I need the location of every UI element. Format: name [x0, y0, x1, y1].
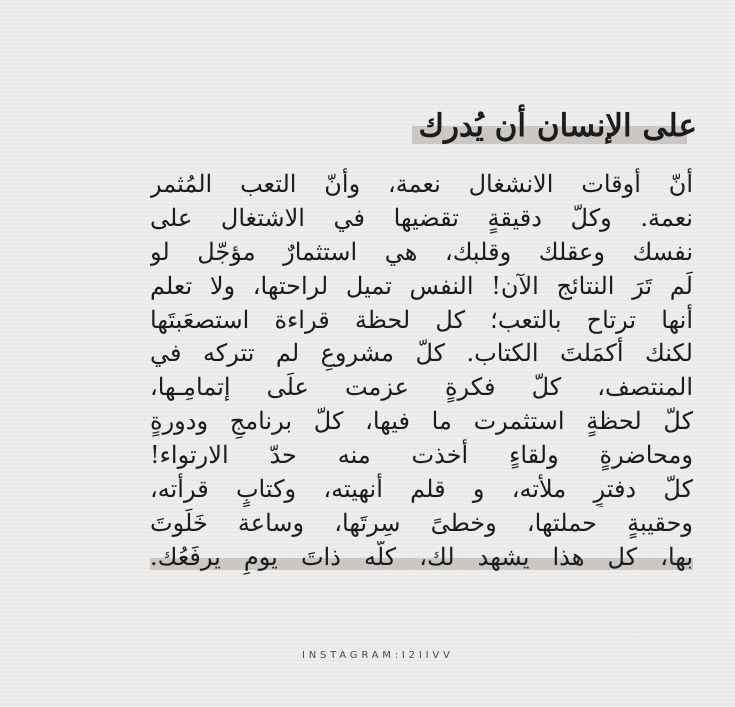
body-line: كلّ دفترٍ ملأته، و قلم أنهيته، وكتابٍ قرأته، — [150, 475, 693, 504]
instagram-credit: INSTAGRAM:I2IIVV — [302, 650, 454, 661]
body-line-highlighted — [150, 541, 693, 575]
body-line: أنّ أوقات الانشغال نعمة، وأنّ التعب المُثمر — [150, 170, 693, 198]
title-block — [418, 102, 697, 150]
body-line: لَم تَرَ النتائج الآن! النفس تميل لراحتها، ولا تعلم — [150, 271, 693, 300]
body-line: كلّ لحظةٍ استثمرت ما فيها، كلّ برنامجٍ ودورةٍ — [150, 407, 693, 436]
body-line: بها، كل هذا يشهد لك، كلّه ذاتَ يومٍ يرفَعُك. — [150, 542, 693, 571]
body-line: المنتصف، كلّ فكرةٍ عزمت علَى إتمامِـها، — [150, 373, 693, 402]
body-line: وحقيبةٍ حملتها، وخطىً سِرتَها، وساعة خَلَوتَ — [150, 508, 693, 537]
page-title: على الإنسان أن يُدرك — [418, 108, 697, 144]
body-text — [150, 168, 693, 575]
body-line: نعمة. وكلّ دقيقةٍ تقضيها في الاشتغال على — [150, 203, 693, 232]
body-line: لكنك أكمَلتَ الكتاب. كلّ مشروعٍ لم تتركه في — [150, 339, 693, 368]
body-line: أنها ترتاح بالتعب؛ كل لحظة قراءة استصعَبتَها — [150, 305, 693, 334]
body-line: ومحاضرةٍ ولقاءٍ أخذت منه حدّ الارتواء! — [150, 441, 693, 470]
body-line: نفسك وعقلك وقلبك، هي استثمارٌ مؤجّل لو — [150, 237, 693, 266]
